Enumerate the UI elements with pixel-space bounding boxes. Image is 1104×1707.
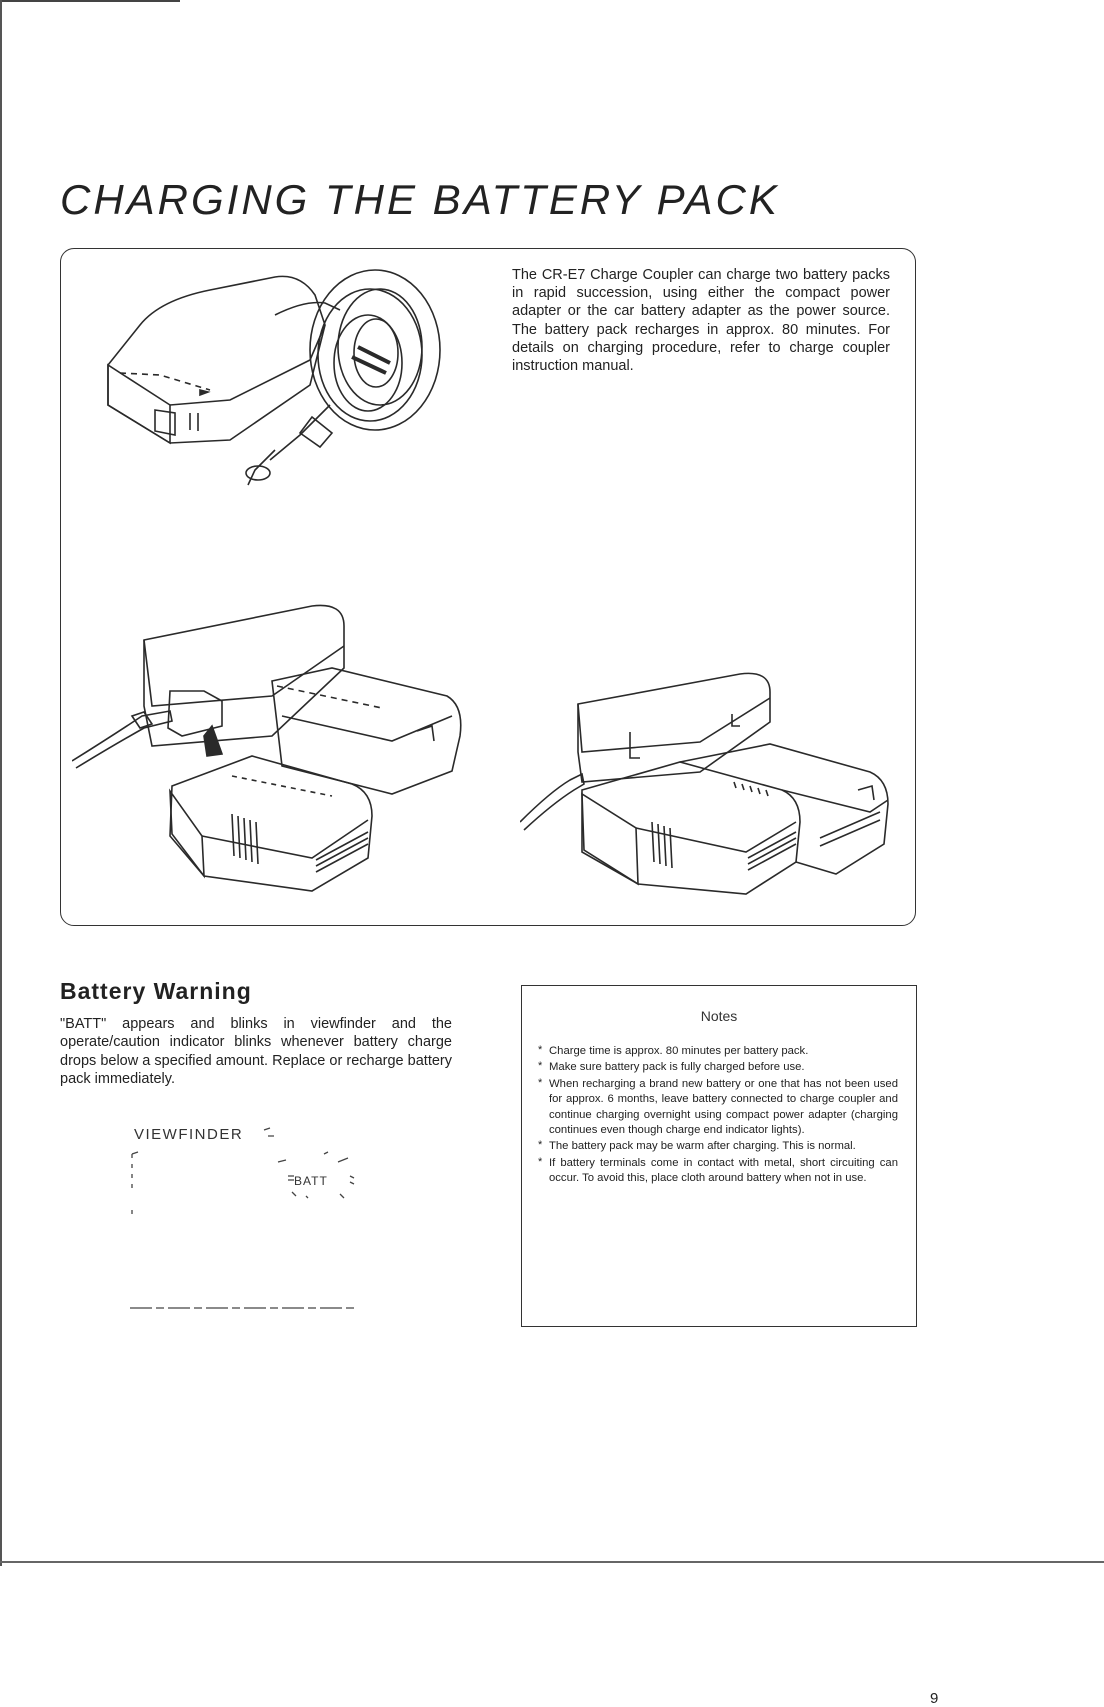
battery-insertion-illustration bbox=[72, 596, 472, 906]
scan-edge-top bbox=[0, 0, 180, 2]
note-item: * Charge time is approx. 80 minutes per battery pack. bbox=[538, 1044, 898, 1059]
scan-edge-left bbox=[0, 0, 2, 1566]
note-item: * The battery pack may be warm after charging. This is normal. bbox=[538, 1139, 898, 1154]
note-item: * When recharging a brand new battery or one that has not been used for approx. 6 months, leave battery connected to charge coupler and continue charging overnight using compact power adapter (charging continues even though charge end indicator lights). bbox=[538, 1077, 898, 1138]
notes-title: Notes bbox=[700, 1008, 738, 1024]
dual-battery-charging-illustration bbox=[520, 662, 910, 912]
battery-warning-text: "BATT" appears and blinks in viewfinder and the operate/caution indicator blinks whenever battery charge drops below a specified amount. Replace or recharge battery pack immediately. bbox=[60, 1016, 452, 1088]
scan-edge-bottom bbox=[0, 1561, 1104, 1563]
viewfinder-label: VIEWFINDER bbox=[134, 1126, 244, 1143]
power-adapter-illustration bbox=[100, 255, 450, 495]
notes-box bbox=[521, 985, 917, 1327]
page-title: CHARGING THE BATTERY PACK bbox=[60, 176, 780, 223]
intro-paragraph: The CR-E7 Charge Coupler can charge two battery packs in rapid succession, using either the compact power adapter or the car battery adapter as the power source. The battery pack recharges in approx. 80 minutes. For details on charging procedure, refer to charge coupler instruction manual. bbox=[512, 267, 890, 375]
batt-indicator: BATT bbox=[294, 1174, 328, 1188]
note-item: * If battery terminals come in contact with metal, short circuiting can occur. To avoid this, place cloth around battery when not in use. bbox=[538, 1156, 898, 1187]
notes-list bbox=[538, 1044, 898, 1188]
page-number: 9 bbox=[930, 1690, 939, 1707]
note-item: * Make sure battery pack is fully charged before use. bbox=[538, 1060, 898, 1075]
battery-warning-heading: Battery Warning bbox=[60, 978, 252, 1004]
viewfinder-outline bbox=[128, 1122, 368, 1318]
